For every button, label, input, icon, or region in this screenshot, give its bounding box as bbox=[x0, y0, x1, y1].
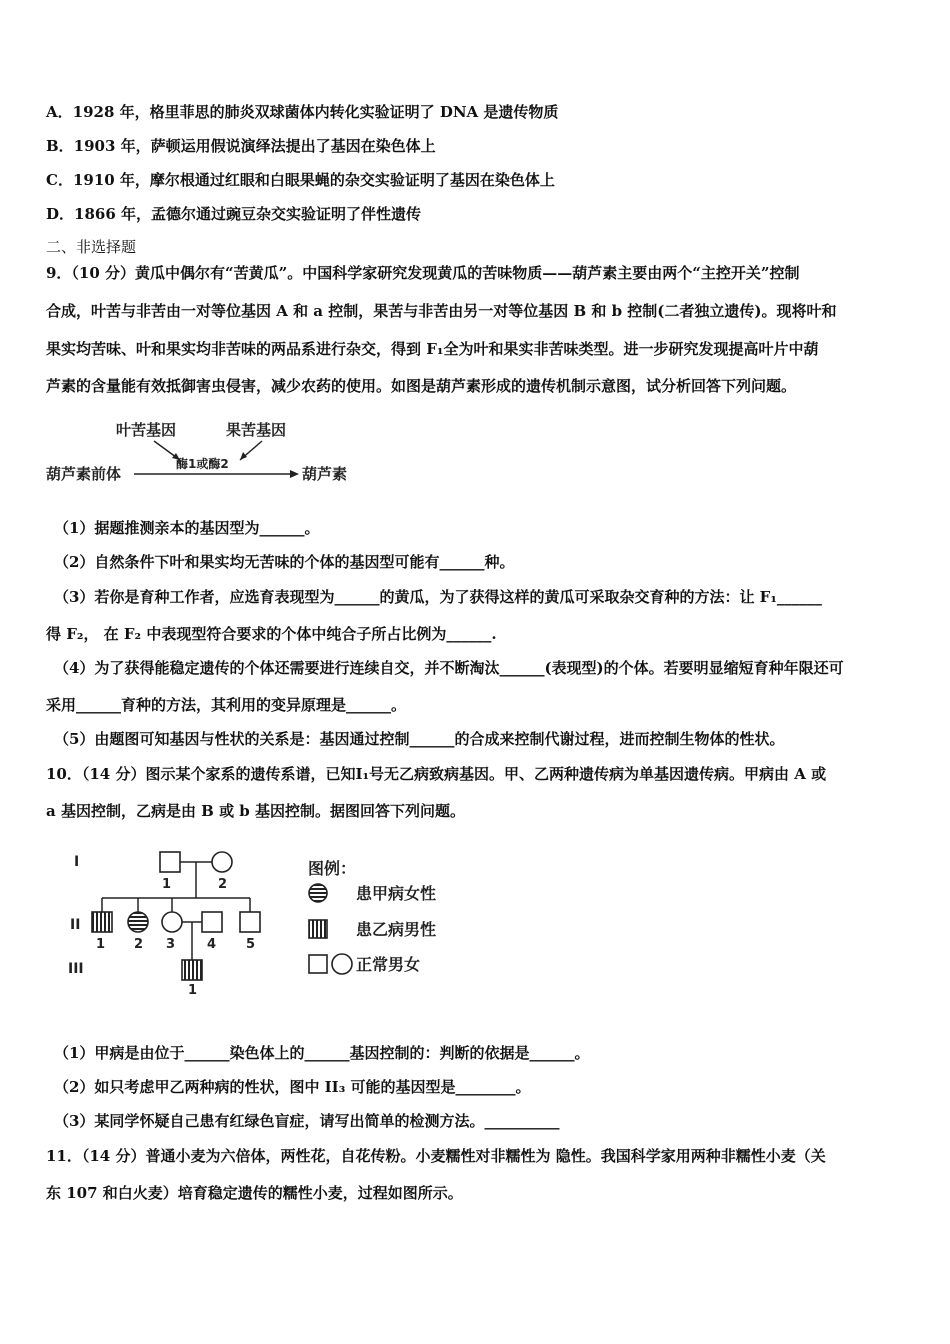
q9-sub-4-cont: 采用______育种的方法，其利用的变异原理是______。 bbox=[46, 696, 407, 714]
legend-item: 患甲病女性 bbox=[356, 884, 437, 903]
fruit-gene-label: 果苦基因 bbox=[226, 421, 287, 439]
q10-sub-1: （1）甲病是由位于______染色体上的______基因控制的：判断的依据是______。 bbox=[54, 1044, 590, 1062]
legend-item: 正常男女 bbox=[356, 955, 421, 974]
product-label: 葫芦素 bbox=[302, 465, 348, 483]
legend-symbol bbox=[332, 954, 352, 974]
q9-sub-4: （4）为了获得能稳定遗传的个体还需要进行连续自交，并不断淘汰______(表现型)的个体。若要明显缩短育种年限还可 bbox=[54, 659, 844, 677]
legend-item: 患乙病男性 bbox=[356, 920, 437, 939]
cucurbitacin-diagram bbox=[44, 416, 364, 488]
q9-sub-3: （3）若你是育种工作者，应选育表现型为______的黄瓜，为了获得这样的黄瓜可采取杂交育种的方法：让 F₁______ bbox=[54, 588, 822, 606]
section-title: 二、非选择题 bbox=[46, 238, 137, 256]
individual-number: 4 bbox=[207, 937, 217, 952]
generation-label: II bbox=[70, 917, 81, 933]
q9-sub-1: （1）据题推测亲本的基因型为______。 bbox=[54, 519, 320, 537]
q9-stem-line: 芦素的含量能有效抵御害虫侵害，减少农药的使用。如图是葫芦素形成的遗传机制示意图，试分析回答下列问题。 bbox=[46, 377, 797, 395]
generation-label: I bbox=[74, 854, 80, 870]
pedigree-chart bbox=[60, 840, 480, 1000]
q10-sub-2: （2）如只考虑甲乙两种病的性状，图中 II₃ 可能的基因型是________。 bbox=[54, 1078, 531, 1096]
q9-sub-5: （5）由题图可知基因与性状的关系是：基因通过控制______的合成来控制代谢过程，进而控制生物体的性状。 bbox=[54, 730, 785, 748]
q9-stem-line: 果实均苦味、叶和果实均非苦味的两品系进行杂交，得到 F₁全为叶和果实非苦味类型。进一步研究发现提高叶片中葫 bbox=[46, 340, 819, 358]
q10-stem-line: 10．（14 分）图示某个家系的遗传系谱，已知Ⅰ₁号无乙病致病基因。甲、乙两种遗传病为单基因遗传病。甲病由 A 或 bbox=[46, 765, 827, 783]
individual-number: 2 bbox=[134, 937, 144, 952]
q9-stem-line: 9．（10 分）黄瓜中偶尔有“苦黄瓜”。中国科学家研究发现黄瓜的苦味物质——葫芦素主要由两个“主控开关”控制 bbox=[46, 264, 800, 282]
arrowhead bbox=[240, 452, 247, 460]
individual-number: 3 bbox=[166, 937, 176, 952]
q9-stem-line: 合成，叶苦与非苦由一对等位基因 A 和 a 控制，果苦与非苦由另一对等位基因 B 和 b 控制(二者独立遗传)。现将叶和 bbox=[46, 302, 837, 320]
legend-symbol bbox=[309, 920, 327, 938]
individual-number: 2 bbox=[218, 877, 228, 892]
q9-sub-3-cont: 得 F₂， 在 F₂ 中表现型符合要求的个体中纯合子所占比例为______. bbox=[46, 625, 497, 643]
individual-number: 1 bbox=[162, 877, 172, 892]
II1-affected-male-b bbox=[92, 912, 112, 932]
II3-normal-female bbox=[162, 912, 182, 932]
q11-stem-line: 东 107 和白火麦）培育稳定遗传的糯性小麦，过程如图所示。 bbox=[46, 1184, 463, 1202]
generation-label: III bbox=[68, 961, 84, 977]
option-a: A．1928 年，格里菲思的肺炎双球菌体内转化实验证明了 DNA 是遗传物质 bbox=[46, 103, 559, 121]
option-b: B．1903 年，萨顿运用假说演绎法提出了基因在染色体上 bbox=[46, 137, 436, 155]
individual-number: 5 bbox=[246, 937, 256, 952]
arrowhead bbox=[290, 470, 299, 478]
individual-number: 1 bbox=[188, 983, 198, 998]
option-c: C．1910 年，摩尔根通过红眼和白眼果蝇的杂交实验证明了基因在染色体上 bbox=[46, 171, 555, 189]
q10-sub-3: （3）某同学怀疑自己患有红绿色盲症，请写出简单的检测方法。__________ bbox=[54, 1112, 560, 1130]
II4-normal-male bbox=[202, 912, 222, 932]
precursor-label: 葫芦素前体 bbox=[46, 465, 122, 483]
I1-normal-male bbox=[160, 852, 180, 872]
leaf-gene-label: 叶苦基因 bbox=[116, 421, 177, 439]
q9-sub-2: （2）自然条件下叶和果实均无苦味的个体的基因型可能有______种。 bbox=[54, 553, 515, 571]
enzyme-label: 酶1或酶2 bbox=[176, 457, 229, 471]
III1-affected-male-b bbox=[182, 960, 202, 980]
legend-title: 图例： bbox=[308, 859, 357, 878]
legend-symbol bbox=[309, 955, 327, 973]
individual-number: 1 bbox=[96, 937, 106, 952]
legend-symbol bbox=[309, 884, 327, 902]
q11-stem-line: 11．（14 分）普通小麦为六倍体，两性花，自花传粉。小麦糯性对非糯性为 隐性。我国科学家用两种非糯性小麦（关 bbox=[46, 1147, 826, 1165]
I2-normal-female bbox=[212, 852, 232, 872]
q10-stem-line: a 基因控制，乙病是由 B 或 b 基因控制。据图回答下列问题。 bbox=[46, 802, 465, 820]
II5-normal-male bbox=[240, 912, 260, 932]
option-d: D．1866 年，孟德尔通过豌豆杂交实验证明了伴性遗传 bbox=[46, 205, 421, 223]
II2-affected-female-a bbox=[128, 912, 148, 932]
